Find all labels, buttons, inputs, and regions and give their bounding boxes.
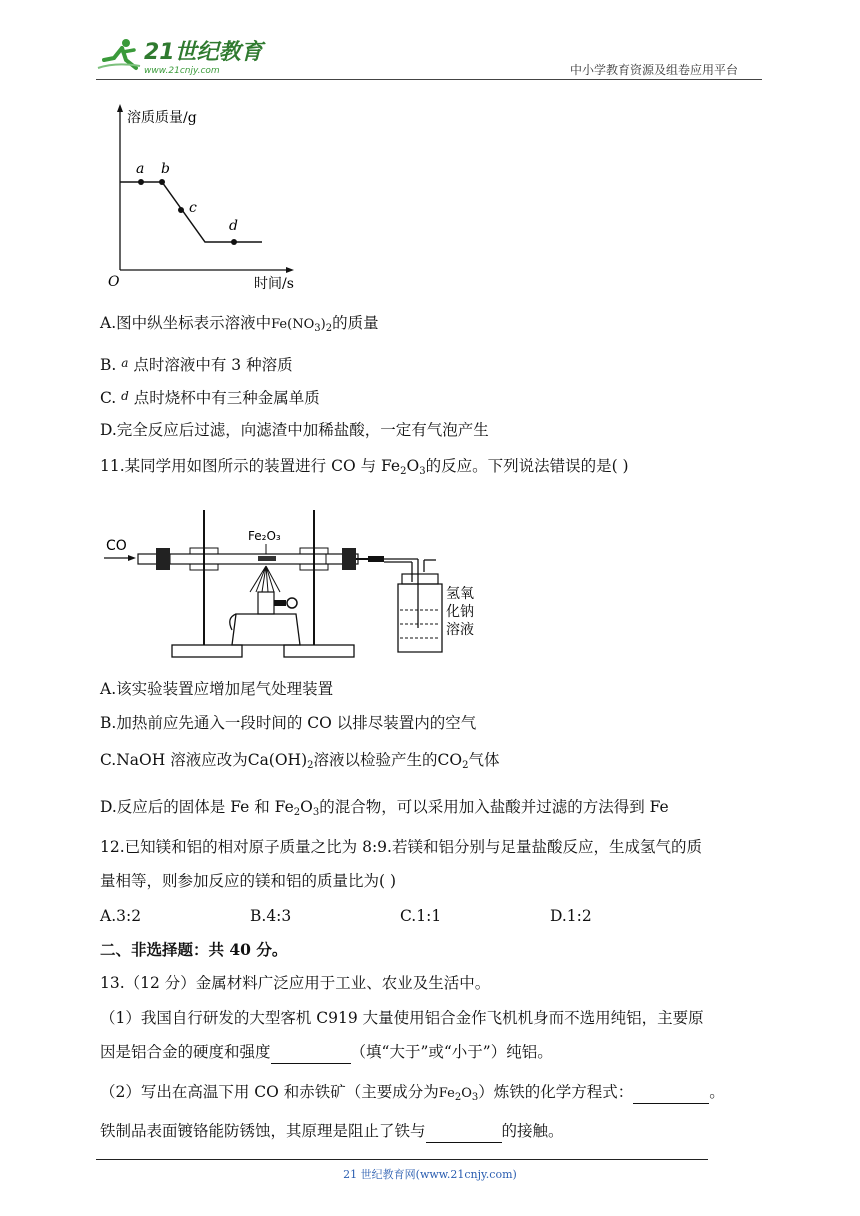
label-b: b [161,161,170,177]
burner-neck [258,592,274,614]
runner-icon [98,39,140,68]
header-divider [96,79,762,80]
footer-link[interactable]: 21 世纪教育网(www.21cnjy.com) [343,1168,517,1181]
right-stopper [342,548,356,570]
lamp-flame-icon [250,566,280,592]
site-logo [96,34,266,78]
answer-blank-2[interactable] [633,1081,709,1104]
q11-option-a: A.该实验装置应增加尾气处理装置 [100,680,334,698]
section-heading: 二、非选择题：共 40 分。 [100,940,288,959]
q12-option-d: D.1:2 [550,907,592,925]
burner-knob-icon [287,598,297,608]
co-reduction-apparatus [100,500,500,669]
header-platform-text: 中小学教育资源及组卷应用平台 [570,63,739,77]
fe2o3-sample [258,556,276,561]
q11-option-b: B.加热前应先通入一段时间的 CO 以排尽装置内的空气 [100,714,477,732]
co-label: CO [106,538,127,554]
q13-part1-line1: （1）我国自行研发的大型客机 C919 大量使用铝合金作飞机机身而不选用纯铝，主要原 [100,1009,704,1027]
q10-option-b: B. a 点时溶液中有 3 种溶质 [100,356,293,374]
fe2o3-label: Fe₂O₃ [248,529,281,543]
left-stopper [156,548,170,570]
gas-flow-arrow-icon [128,555,136,561]
q12-stem-line2: 量相等，则参加反应的镁和铝的质量比为( ) [100,872,397,890]
q11-option-c: C.NaOH 溶液应改为$Ca(OH)_2$溶液以检验产生的$CO_2$气体 [100,751,500,771]
q10-option-a: A.图中纵坐标表示溶液中$Fe(NO_3)_2$的质量 [100,314,379,334]
right-stand-base [284,645,354,657]
answer-blank-1[interactable] [271,1041,351,1064]
point-c [178,207,184,213]
q10-option-c: C. d 点时烧杯中有三种金属单质 [100,389,320,407]
y-axis-label: 溶质质量/g [127,110,197,126]
answer-blank-3[interactable] [426,1120,502,1143]
naoh-label-3: 溶液 [446,622,474,638]
y-axis-arrow-icon [117,104,123,112]
solute-mass-graph [100,100,310,304]
q11-option-d: D.反应后的固体是 Fe 和 $Fe_2O_3$的混合物，可以采用加入盐酸并过滤的方法得到 Fe [100,798,669,818]
q13-part1-line2: 因是铝合金的硬度和强度 （填“大于”或“小于”）纯铝。 [100,1041,553,1064]
label-d: d [229,218,238,234]
naoh-label-1: 氢氧 [446,586,474,602]
q12-option-a: A.3:2 [100,907,142,925]
q11-stem: 11.某同学用如图所示的装置进行 CO 与 $Fe_2O_3$的反应。下列说法错误的是( ) [100,457,629,477]
x-axis-label: 时间/s [254,276,294,292]
logo-url: www.21cnjy.com [144,66,220,76]
q13-part2-line2: 铁制品表面镀铬能防锈蚀，其原理是阻止了铁与 的接触。 [100,1120,564,1143]
burner-body [232,614,300,645]
point-a [138,179,144,185]
left-stand-base [172,645,242,657]
q12-stem-line1: 12.已知镁和铝的相对原子质量之比为 8:9.若镁和铝分别与足量盐酸反应，生成氢气的质 [100,838,702,856]
q10-option-d: D.完全反应后过滤，向滤渣中加稀盐酸，一定有气泡产生 [100,421,489,439]
glass-tube [138,554,358,564]
footer-divider [96,1159,708,1160]
q13-part2-line1: （2）写出在高温下用 CO 和赤铁矿（主要成分为$Fe_2O_3$）炼铁的化学方程式： 。 [100,1083,725,1103]
label-a: a [136,161,145,177]
point-b [159,179,165,185]
q13-stem: 13.（12 分）金属材料广泛应用于工业、农业及生活中。 [100,974,491,992]
point-d [231,239,237,245]
label-c: c [189,200,197,216]
bottle-stopper [402,574,438,584]
logo-text: 21世纪教育 [144,40,263,65]
naoh-label-2: 化钠 [446,604,474,620]
q12-option-c: C.1:1 [400,907,442,925]
origin-label: O [108,274,120,290]
naoh-bottle [398,584,442,652]
q12-option-b: B.4:3 [250,907,292,925]
x-axis-arrow-icon [286,267,294,273]
